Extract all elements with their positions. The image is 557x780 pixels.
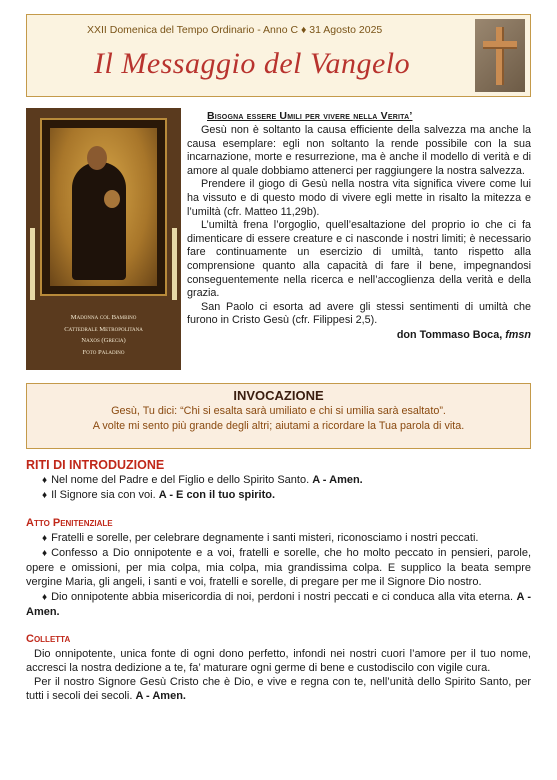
colletta-heading: Colletta <box>26 632 71 645</box>
diamond-bullet-icon: ♦ <box>42 475 48 486</box>
riti-text: Il Signore sia con voi. <box>51 489 156 502</box>
response: A - Amen. <box>135 690 186 703</box>
article-paragraph: Prendere il giogo di Gesù nella nostra vita significa vivere come lui ha vissuto e di questo modo di vivere egli mette in risalto la mitezza e l’umiltà (cfr. Matteo 11,29b). <box>187 178 531 218</box>
caption-line: Foto Paladino <box>82 348 125 356</box>
image-caption <box>26 312 181 358</box>
liturgy-section <box>26 457 531 703</box>
author-signature <box>187 328 531 342</box>
caption-line: Cattedrale Metropolitana <box>64 325 143 333</box>
author-order: fmsn <box>505 328 531 341</box>
cross-vertical-bar <box>496 27 504 85</box>
page-title: Il Messaggio del Vangelo <box>94 47 411 80</box>
candle-right <box>172 228 177 300</box>
madonna-face <box>87 146 107 170</box>
icon-frame <box>40 118 167 296</box>
riti-heading: RITI DI INTRODUZIONE <box>26 458 165 472</box>
atto-paragraph <box>26 546 531 589</box>
caption-line: Madonna col Bambino <box>70 314 137 321</box>
colletta-paragraph <box>26 675 531 703</box>
date-line: XXII Domenica del Tempo Ordinario - Anno C ♦ 31 Agosto 2025 <box>87 24 383 36</box>
article-paragraph: L’umiltà frena l’orgoglio, quell’esaltazione del proprio io che ci fa dimenticare di essere creature e ci nasconde i nostri limiti; è necessario fare continuamente un esercizio di umiltà, tanto rispetto alla comprensione quanto alla capacità di fare il bene, impegnandosi conseguentemente nella ricerca e nell’accoglienza della verità e della grazia. <box>187 219 531 300</box>
article-paragraph: San Paolo ci esorta ad avere gli stessi sentimenti di umiltà che furono in Cristo Gesù (cfr. Filippesi 2,5). <box>187 300 531 327</box>
response: A - Amen. <box>26 590 531 618</box>
atto-text: Fratelli e sorelle, per celebrare degnamente i santi misteri, riconosciamo i nostri peccati. <box>51 532 479 545</box>
madonna-figure <box>72 162 126 280</box>
caption-line: Naxos (Grecia) <box>81 337 126 344</box>
colletta-paragraph: Dio onnipotente, unica fonte di ogni dono perfetto, infondi nei nostri cuori l’amore per il tuo nome, accresci la nostra dedizione a te, fa’ maturare ogni germe di bene e custodiscilo con vigile cura. <box>26 647 531 674</box>
colletta-text: Per il nostro Signore Gesù Cristo che è Dio, e vive e regna con te, nell’unità dello Spirito Santo, per tutti i secoli dei secoli. <box>26 675 531 703</box>
candle-left <box>30 228 35 300</box>
atto-text: Dio onnipotente abbia misericordia di noi, perdoni i nostri peccati e ci conduca alla vita eterna. <box>51 590 514 603</box>
child-figure <box>104 190 120 208</box>
invocation-box <box>26 383 531 449</box>
atto-paragraph <box>26 531 531 546</box>
article <box>187 108 531 342</box>
atto-text: Confesso a Dio onnipotente e a voi, fratelli e sorelle, che ho molto peccato in pensieri, parole, opere e omissioni, per mia colpa, mia colpa, mia grandissima colpa. E supplico la beata sempre vergine Maria, gli angeli, i santi e voi, fratelli e sorelle, di pregare per me il Signore Dio nostro. <box>26 547 531 589</box>
diamond-bullet-icon: ♦ <box>42 533 48 545</box>
riti-line <box>26 488 531 503</box>
diamond-bullet-icon: ♦ <box>42 490 48 502</box>
invocation-line: A volte mi sento più grande degli altri; aiutami a ricordare la Tua parola di vita. <box>92 420 465 432</box>
riti-line <box>26 473 531 488</box>
cross-image <box>475 19 525 92</box>
atto-heading: Atto Penitenziale <box>26 517 113 530</box>
cross-horizontal-bar <box>483 41 517 49</box>
response: A - E con il tuo spirito. <box>158 489 276 502</box>
invocation-heading: INVOCAZIONE <box>233 388 324 403</box>
diamond-bullet-icon: ♦ <box>42 591 48 603</box>
article-paragraph: Gesù non è soltanto la causa efficiente della salvezza ma anche la causa esemplare: egli non soltanto la rende possibile con la sua incarnazione, morte e resurrezione, ma è anche il modello di verità e di amore al quale dobbiamo attenerci per raggiungere la nostra salvezza. <box>187 124 531 177</box>
response: A - Amen. <box>312 474 363 486</box>
madonna-icon-photo <box>26 108 181 370</box>
author-name: don Tommaso Boca, <box>396 328 503 341</box>
diamond-bullet-icon: ♦ <box>42 548 48 560</box>
article-heading: Bisogna essere Umili per vivere nella Verita’ <box>207 110 413 122</box>
riti-text: Nel nome del Padre e del Figlio e dello Spirito Santo. <box>51 474 310 486</box>
header-box <box>26 14 531 97</box>
atto-paragraph <box>26 590 531 619</box>
invocation-line: Gesù, Tu dici: “Chi si esalta sarà umiliato e chi si umilia sarà esaltato”. <box>111 405 446 417</box>
